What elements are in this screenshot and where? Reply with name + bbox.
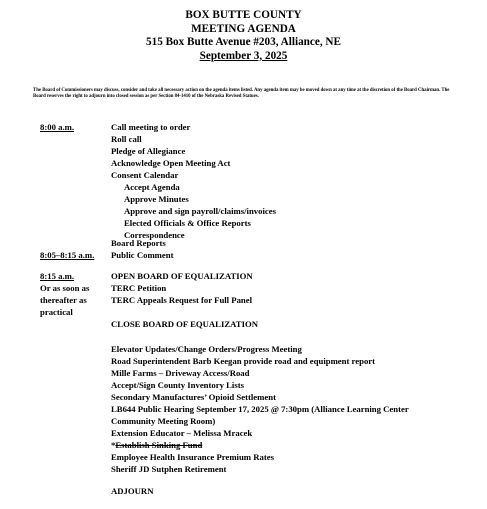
equalization-close: CLOSE BOARD OF EQUALIZATION [111,319,258,329]
agenda-item-mille-farms: Mille Farms – Driveway Access/Road [111,368,250,378]
meeting-address: 515 Box Butte Avenue #203, Alliance, NE [146,36,341,49]
consent-item: Approve and sign payroll/claims/invoices [124,206,276,216]
agenda-item-lb644-line1: LB644 Public Hearing September 17, 2025 @ 7:30pm (Alliance Learning Center [111,404,409,414]
agenda-item-lb644-line2: Community Meeting Room) [111,416,216,426]
equalization-open: OPEN BOARD OF EQUALIZATION [111,271,253,281]
agenda-item-elevator: Elevator Updates/Change Orders/Progress Meeting [111,344,302,354]
time-805-815: 8:05–8:15 a.m. [40,250,95,260]
disclaimer-text: The Board of Commissioners may discuss, consider and take all necessary action on the agenda items listed. Any agenda item may be moved down at any time at the discretion of the Board Chairman. The Board reserves the right to adjourn into closed session as per Section 84-1410 of the Nebraska Revised Statues. [33,88,450,100]
agenda-item-call-to-order: Call meeting to order [111,122,191,132]
agenda-item-pledge: Pledge of Allegiance [111,146,186,156]
agenda-item-consent-calendar: Consent Calendar [111,170,179,180]
agenda-item-opioid: Secondary Manufactures’ Opioid Settlement [111,392,276,402]
consent-item: Elected Officials & Office Reports [124,218,251,228]
agenda-item-board-reports: Board Reports [111,238,166,248]
time-800: 8:00 a.m. [40,122,75,132]
equalization-terc-petition: TERC Petition [111,283,167,293]
time-815-note-1: Or as soon as [40,283,90,293]
agenda-item-insurance: Employee Health Insurance Premium Rates [111,452,274,462]
agenda-item-open-meeting-act: Acknowledge Open Meeting Act [111,158,231,168]
equalization-terc-appeals: TERC Appeals Request for Full Panel [111,295,253,305]
sinking-fund-marker: * [111,440,116,450]
consent-item: Approve Minutes [124,194,189,204]
agenda-item-road-report: Road Superintendent Barb Keegan provide road and equipment report [111,356,376,366]
agenda-item-sheriff: Sheriff JD Sutphen Retirement [111,464,227,474]
agenda-item-sinking-fund [111,440,202,451]
sinking-fund-label: Establish Sinking Fund [115,440,203,450]
consent-item: Accept Agenda [124,182,180,192]
time-815-note-2: thereafter as [40,295,87,305]
consent-item: Correspondence [124,230,185,240]
time-815-note-3: practical [40,307,73,317]
county-name: BOX BUTTE COUNTY [185,9,302,21]
agenda-adjourn: ADJOURN [111,486,154,496]
agenda-item-roll-call: Roll call [111,134,142,144]
meeting-date: September 3, 2025 [199,49,288,62]
agenda-item-extension: Extension Educator – Melissa Mracek [111,428,253,438]
agenda-title: MEETING AGENDA [191,22,296,35]
agenda-item-inventory: Accept/Sign County Inventory Lists [111,380,244,390]
agenda-item-public-comment: Public Comment [111,250,174,260]
time-815: 8:15 a.m. [40,271,75,281]
agenda-header [0,9,487,63]
